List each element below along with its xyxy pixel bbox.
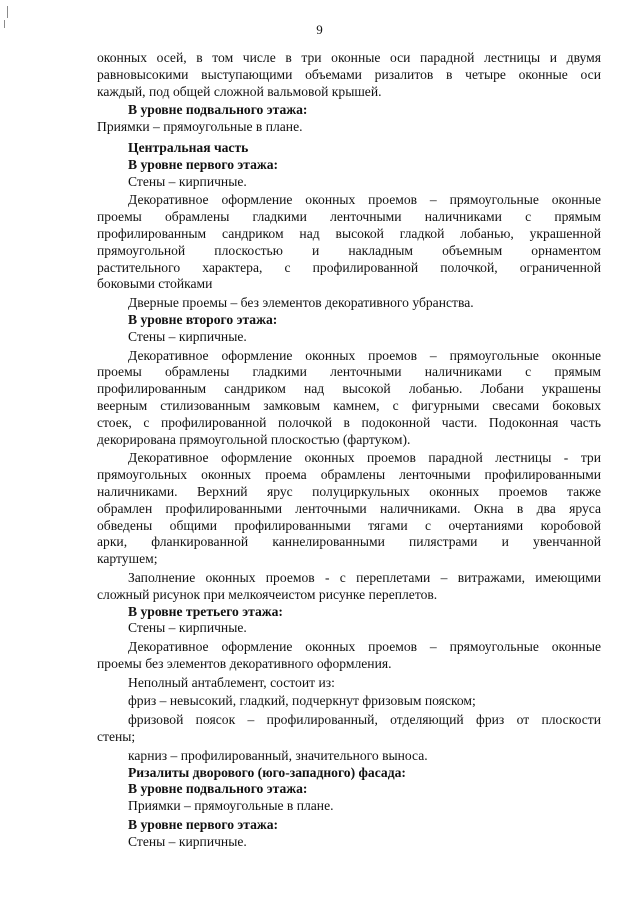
paragraph-line: проемы без элементов декоративного оформления. bbox=[97, 655, 392, 671]
scan-mark-top bbox=[7, 6, 8, 18]
section-heading: В уровне второго этажа: bbox=[128, 311, 278, 327]
paragraph-line: Декоративное оформление оконных проемов – прямоугольные оконные bbox=[128, 347, 601, 363]
paragraph-line: Декоративное оформление оконных проемов парадной лестницы - три bbox=[128, 450, 601, 466]
paragraph-line: Стены – кирпичные. bbox=[128, 328, 247, 344]
paragraph-line: оконных осей, в том числе в три оконные оси парадной лестницы и двумя bbox=[97, 50, 601, 65]
paragraph-line: карниз – профилированный, значительного выноса. bbox=[128, 747, 428, 763]
paragraph-line: стены; bbox=[97, 729, 136, 745]
section-heading: В уровне первого этажа: bbox=[128, 156, 279, 172]
paragraph-line: профилированным сандриком над высокой гладкой лобанью, украшенной bbox=[97, 225, 601, 241]
paragraph-line: Неполный антаблемент, состоит из: bbox=[128, 674, 335, 690]
paragraph-line: проемы обрамлены гладкими ленточными наличниками с прямым bbox=[97, 364, 601, 380]
paragraph-line: Стены – кирпичные. bbox=[128, 833, 247, 849]
section-heading: В уровне подвального этажа: bbox=[128, 102, 308, 118]
paragraph-line: каждый, под общей сложной вальмовой крышей. bbox=[97, 83, 382, 99]
section-heading: В уровне первого этажа: bbox=[128, 817, 279, 833]
paragraph-line: обведены общими профилированными тягами с очертаниями коробовой bbox=[97, 517, 601, 533]
paragraph-line: Декоративное оформление оконных проемов – прямоугольные оконные bbox=[128, 639, 601, 655]
paragraph-line: Стены – кирпичные. bbox=[128, 173, 247, 189]
document-body bbox=[97, 50, 601, 851]
paragraph-line: проемы обрамлены гладкими ленточными наличниками с прямым bbox=[97, 209, 601, 225]
paragraph-line: Стены – кирпичные. bbox=[128, 620, 247, 636]
paragraph-line: Декоративное оформление оконных проемов – прямоугольные оконные bbox=[128, 192, 601, 208]
paragraph-line: картушем; bbox=[97, 551, 158, 567]
page-number: 9 bbox=[316, 22, 323, 37]
paragraph-line: декорирована прямоугольной плоскостью (фартуком). bbox=[97, 431, 411, 447]
paragraph-line: Приямки – прямоугольные в плане. bbox=[97, 119, 303, 135]
paragraph-line: фриз – невысокий, гладкий, подчеркнут фризовым пояском; bbox=[128, 693, 476, 709]
paragraph-line: фризовой поясок – профилированный, отделяющий фриз от плоскости bbox=[128, 712, 601, 728]
section-heading: Ризалиты дворового (юго-западного) фасада: bbox=[128, 764, 406, 780]
paragraph-line: наличниками. Верхний ярус полуциркульных оконных проемов также bbox=[97, 483, 601, 499]
paragraph-line: Заполнение оконных проемов - с переплетами – витражами, имеющими bbox=[128, 569, 601, 585]
paragraph-line: прямоугольных оконных проема обрамлены ленточными профилированными bbox=[97, 467, 601, 483]
paragraph-line: веерным стилизованным замковым камнем, с фигурными свесами боковых bbox=[97, 397, 601, 413]
section-heading: В уровне подвального этажа: bbox=[128, 781, 308, 797]
paragraph-line: обрамлен профилированными ленточными наличниками. Окна в два яруса bbox=[97, 500, 601, 516]
section-heading: В уровне третьего этажа: bbox=[128, 603, 283, 619]
section-heading: Центральная часть bbox=[128, 139, 249, 155]
paragraph-line: растительного характера, с профилированной полочкой, ограниченной bbox=[97, 259, 601, 275]
paragraph-line: Дверные проемы – без элементов декоративного убранства. bbox=[128, 295, 474, 311]
paragraph-line: стоек, с профилированной полочкой в подоконной части. Подоконная часть bbox=[97, 414, 601, 430]
paragraph-line: профилированным сандриком над высокой лобанью. Лобани украшены bbox=[97, 381, 601, 397]
paragraph-line: прямоугольной плоскостью и накладным объемным орнаментом bbox=[97, 242, 601, 258]
paragraph-line: равновысокими выступающими объемами ризалитов в четыре оконные оси bbox=[97, 66, 601, 82]
paragraph-line: сложный рисунок при мелкоячеистом рисунке переплетов. bbox=[97, 586, 438, 602]
paragraph-line: боковыми стойками bbox=[97, 276, 213, 292]
paragraph-line: арки, фланкированной каннелированными пилястрами и увенчанной bbox=[97, 534, 601, 550]
paragraph-line: Приямки – прямоугольные в плане. bbox=[128, 798, 334, 814]
